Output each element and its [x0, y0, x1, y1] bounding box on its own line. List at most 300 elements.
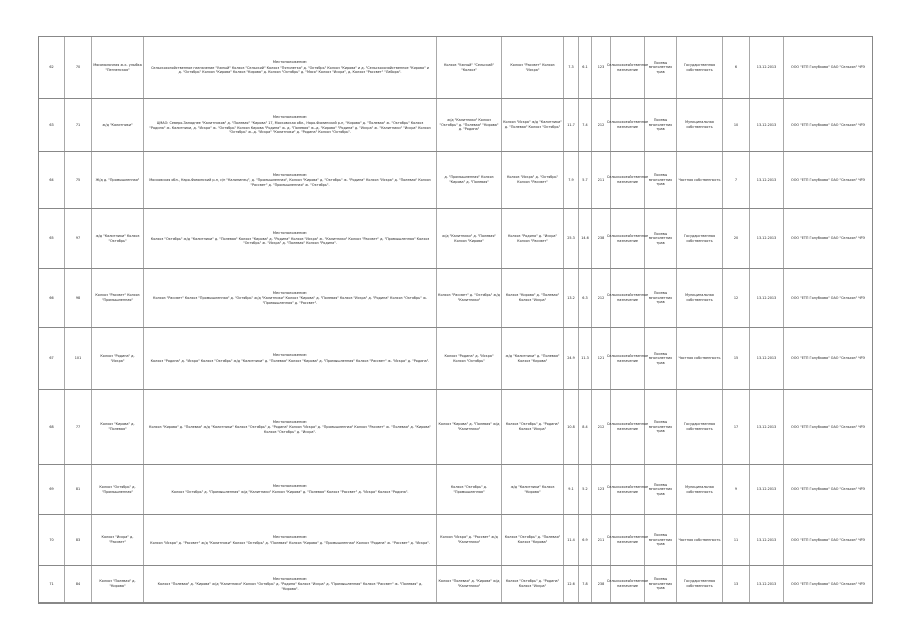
cell-text-no: 63	[49, 122, 54, 127]
cell-text-b2: Колхоз "Рассвет" Колхоз "Искра"	[510, 62, 555, 72]
cell-owner	[784, 269, 872, 327]
cell-n2	[579, 37, 592, 98]
cell-text-n1: 9.1	[568, 487, 574, 492]
description-text: Московская обл., Наро-Фоминский р-н, с/п "Калининец", д. "Промышленная", Колхоз "Кирова" д. "Октябрь" ж. "Родина" Колхоз "Искра" д. "Полевая" Колхоз "Рассвет" д. "Промышленная" ж. "Октябрь".	[149, 178, 431, 187]
cell-text-owner: ООО "ЕТП Голубкова" ОАО "Сельхоз" ЧРЭ	[791, 65, 865, 70]
cell-n2	[579, 209, 592, 268]
cell-b1	[437, 37, 502, 98]
cell-text-date: 13.12.2013	[756, 356, 777, 361]
cell-text-n3: 123	[597, 487, 605, 492]
cell-text-n1: 10.8	[567, 424, 575, 429]
cell-b2	[502, 390, 564, 464]
cell-t1	[606, 390, 649, 464]
cell-text-b2: Колхоз "Октябрь" д. "Родина" Колхоз "Искра"	[505, 422, 560, 431]
cell-text-date: 13.12.2013	[756, 487, 777, 492]
cell-t2	[645, 328, 677, 389]
cell-text-t2: Посевы многолетних трав	[648, 173, 673, 187]
cell-text-no: 70	[49, 537, 54, 542]
cell-text-t3: Государственная собственность	[683, 62, 716, 72]
cell-text-owner: ООО "ЕТП Голубкова" ОАО "Сельхоз" ЧРЭ	[791, 236, 865, 241]
cell-date	[750, 152, 784, 208]
cell-b1	[437, 152, 502, 208]
cell-k	[723, 209, 750, 268]
cell-text-n2: 5.7	[582, 177, 588, 182]
cell-no	[39, 515, 65, 565]
cell-text-n2: 6.3	[582, 295, 588, 300]
cell-text-b1: ж/д "Калитники" д. "Полевая" Колхоз "Кирова"	[442, 233, 496, 243]
cell-owner	[784, 515, 872, 565]
cell-description	[144, 328, 437, 389]
cell-text-k: 17	[733, 424, 739, 429]
description-text: Колхоз "Кирова" д. "Полевая" ж/д "Калитники" Колхоз "Октябрь" д. "Родина" Колхоз "Искра" д. "Промышленная" Колхоз "Рассвет" ж. "Полевая" д. "Кирова" Колхоз "Октябрь" д. "Искра".	[149, 425, 431, 434]
cell-text-date: 13.12.2013	[756, 122, 777, 127]
cell-text-date: 13.12.2013	[756, 537, 777, 542]
cell-code	[65, 99, 92, 151]
cell-text-n1: 24.9	[567, 356, 575, 361]
cell-text-n3: 212	[597, 424, 605, 429]
cell-k	[723, 99, 750, 151]
cell-text-t2: Посевы многолетних трав	[648, 118, 673, 132]
cell-text-n2: 11.3	[581, 356, 589, 361]
cell-date	[750, 99, 784, 151]
cell-text-n3: 211	[597, 537, 605, 542]
cell-date	[750, 209, 784, 268]
cell-b2	[502, 566, 564, 602]
cell-text-n2: 5.2	[582, 487, 588, 492]
table-row	[39, 152, 872, 209]
cell-n2	[579, 269, 592, 327]
cell-date	[750, 269, 784, 327]
cell-text-t1: Сельскохозяйственное назначение	[606, 484, 649, 494]
description-text: Колхоз "Искра" д. "Рассвет" ж/д "Калитники" Колхоз "Октябрь" д. "Полевая" Колхоз "Кирова" д. "Промышленная" Колхоз "Родина" ж. "Рассвет" д. "Искра".	[150, 540, 430, 545]
cell-date	[750, 566, 784, 602]
cell-text-t1: Сельскохозяйственное назначение	[606, 120, 649, 129]
cell-name	[92, 515, 144, 565]
cell-text-b1: Колхоз "Рассвет" д. "Октябрь" ж/д "Калитники"	[438, 293, 500, 302]
cell-text-code: 81	[75, 487, 81, 492]
cell-t3	[677, 37, 723, 98]
cell-t2	[645, 99, 677, 151]
cell-text-name: ж/д "Калитники" Колхоз "Октябрь"	[95, 233, 140, 243]
cell-text-name: Колхоз "Родина" д. "Искра"	[100, 353, 135, 363]
document-page	[38, 36, 873, 604]
description-heading: Местоположение:	[272, 534, 308, 539]
cell-text-n1: 25.3	[567, 236, 575, 241]
cell-text-n3: 212	[597, 122, 605, 127]
cell-text-n2: 8.4	[582, 424, 588, 429]
cell-t2	[645, 566, 677, 602]
cell-text-owner: ООО "ЕТП Голубкова" ОАО "Сельхоз" ЧРЭ	[791, 581, 865, 586]
cell-text-no: 69	[49, 487, 54, 492]
cell-t3	[677, 390, 723, 464]
cell-text-t1: Сельскохозяйственное назначение	[606, 579, 649, 588]
cell-t2	[645, 465, 677, 514]
cell-text-owner: ООО "ЕТП Голубкова" ОАО "Сельхоз" ЧРЭ	[791, 177, 865, 182]
description-text: Сельскохозяйственное назначение "Ужный" Колхоз "Сельский" Колхоз "Пятилетка" д. "Октябрь" Колхоз "Кирова" и д. "Сельскохозяйственное "Кирова" и д. "Октябрь" Колхоз "Кирова" Колхоз "Кирова" д. Колхоз "Октябрь" д. "Мясо" Колхоз "Искра", д. Колхоз "Рассвет" "Лабора".	[151, 65, 429, 75]
table-row	[39, 99, 872, 152]
cell-text-n1: 11.7	[567, 122, 575, 127]
cell-n2	[579, 465, 592, 514]
cell-b2	[502, 465, 564, 514]
cell-b1	[437, 328, 502, 389]
table-row	[39, 390, 872, 465]
table-row	[39, 209, 872, 269]
cell-name	[92, 390, 144, 464]
cell-owner	[784, 390, 872, 464]
cell-text-date: 13.12.2013	[756, 65, 777, 70]
cell-name	[92, 99, 144, 151]
cell-description	[144, 37, 437, 98]
cell-description	[144, 152, 437, 208]
cell-no	[39, 209, 65, 268]
description-text: Колхоз "Октябрь" д. "Промышленная" ж/д "Калитники" Колхоз "Кирова" д. "Полевая" Колхоз "Рассвет" д. "Искра" Колхоз "Родина".	[171, 490, 409, 494]
table-row	[39, 269, 872, 328]
cell-text-name: Колхоз "Октябрь" д. "Промышленная"	[99, 484, 136, 494]
cell-code	[65, 328, 92, 389]
cell-n2	[579, 566, 592, 602]
cell-b2	[502, 209, 564, 268]
cell-text-t3: Частная собственность	[678, 177, 721, 182]
cell-n1	[564, 566, 579, 602]
cell-text-t3: Государственная собственность	[683, 579, 716, 588]
cell-text-name: Колхоз "Полевая" д. "Кирова"	[99, 579, 136, 588]
cell-t1	[606, 566, 649, 602]
cell-name	[92, 209, 144, 268]
cell-text-k: 13	[733, 581, 739, 586]
cell-k	[723, 328, 750, 389]
cell-code	[65, 209, 92, 268]
table-row	[39, 328, 872, 390]
cell-text-n1: 13.2	[567, 295, 575, 300]
cell-text-n3: 211	[597, 177, 605, 182]
cell-text-n1: 11.4	[567, 537, 575, 542]
cell-t3	[677, 328, 723, 389]
cell-description	[144, 269, 437, 327]
cell-text-b1: Колхоз "Кирова" д. "Полевая" ж/д "Калитники"	[438, 422, 500, 431]
description-text: Колхоз "Октябрь" ж/д "Калитники" д. "Полевая" Колхоз "Кирова" д. "Родина" Колхоз "Искра" ж. "Калитники" Колхоз "Рассвет" д. "Промышленная" Колхоз "Октябрь" ж. "Искра" д. "Полевая" Колхоз "Родина".	[150, 236, 430, 246]
cell-text-k: 10	[733, 122, 739, 127]
cell-text-b1: Колхоз "Полевая" д. "Кирова" ж/д "Калитники"	[438, 579, 500, 588]
cell-text-b1: Колхоз "Октябрь" д. "Промышленная"	[450, 484, 488, 494]
cell-n2	[579, 99, 592, 151]
cell-text-date: 13.12.2013	[756, 295, 777, 300]
cell-text-b2: Колхоз "Октябрь" д. "Полевая" Колхоз "Кирова"	[504, 535, 561, 544]
cell-text-k: 6	[734, 65, 738, 70]
cell-text-n2: 6.1	[582, 65, 588, 70]
cell-text-owner: ООО "ЕТП Голубкова" ОАО "Сельхоз" ЧРЭ	[791, 122, 865, 127]
cell-description	[144, 390, 437, 464]
cell-t1	[606, 209, 649, 268]
table-row	[39, 465, 872, 515]
cell-name	[92, 152, 144, 208]
description-heading: Местоположение:	[272, 172, 308, 177]
cell-no	[39, 37, 65, 98]
cell-text-n2: 7.4	[582, 122, 588, 127]
table-row	[39, 566, 872, 603]
cell-description	[144, 209, 437, 268]
description-heading: Местоположение:	[272, 231, 308, 236]
cell-name	[92, 269, 144, 327]
cell-text-t2: Посевы многолетних трав	[648, 577, 673, 591]
description-text: ЦМАО: Северо-Западнее "Калитников" д. "Полевая" "Кирова" 17, Московская обл., Наро-Фоминский р-н, "Кирова" д. "Полевая" ж. "Октябрь" Колхоз "Родина" ж. Калитники, д. "Искра" ж. "Октябрь" Колхоз Кирова "Родина" ж. д. "Полевая" ж.-д. "Кирова" "Родина" д. "Искра" ж. "Калитники" "Искра" Колхоз "Октябрь" ж.-д. "Искра" "Калитники" д. "Родина" Колхоз "Октябрь".	[149, 120, 431, 135]
cell-owner	[784, 99, 872, 151]
cell-date	[750, 515, 784, 565]
cell-text-t2: Посевы многолетних трав	[648, 231, 673, 245]
cell-text-t3: Муниципальная собственность	[685, 293, 714, 302]
cell-owner	[784, 209, 872, 268]
cell-n2	[579, 328, 592, 389]
cell-n1	[564, 328, 579, 389]
cell-n1	[564, 99, 579, 151]
cell-text-t3: Государственная собственность	[683, 233, 716, 243]
cell-code	[65, 566, 92, 602]
cell-k	[723, 152, 750, 208]
description-heading: Местоположение:	[272, 60, 308, 65]
cell-text-owner: ООО "ЕТП Голубкова" ОАО "Сельхоз" ЧРЭ	[791, 424, 865, 429]
cell-text-t1: Сельскохозяйственное назначение	[606, 293, 649, 302]
cell-text-b2: Колхоз "Октябрь" д. "Родина" Колхоз "Искра"	[505, 579, 560, 588]
cell-n1	[564, 209, 579, 268]
cell-text-t3: Муниципальная собственность	[685, 120, 714, 129]
cell-text-t1: Сельскохозяйственное назначение	[606, 233, 649, 243]
description-heading: Местоположение:	[272, 115, 308, 120]
cell-text-k: 11	[733, 537, 739, 542]
cell-text-name: Колхоз "Искра" д. "Рассвет"	[101, 535, 134, 544]
description-heading: Местоположение:	[272, 576, 308, 581]
cell-text-t2: Посевы многолетних трав	[648, 533, 673, 547]
cell-t2	[645, 515, 677, 565]
cell-text-n2: 14.6	[581, 236, 589, 241]
cell-n2	[579, 515, 592, 565]
cell-name	[92, 328, 144, 389]
cell-b1	[437, 99, 502, 151]
cell-text-t3: Частная собственность	[678, 356, 721, 361]
cell-text-owner: ООО "ЕТП Голубкова" ОАО "Сельхоз" ЧРЭ	[791, 487, 865, 492]
cell-k	[723, 515, 750, 565]
cell-text-n1: 12.6	[567, 581, 575, 586]
cell-b2	[502, 37, 564, 98]
cell-n1	[564, 152, 579, 208]
cell-text-k: 20	[733, 236, 739, 241]
table-row	[39, 515, 872, 566]
cell-text-t2: Посевы многолетних трав	[648, 291, 673, 305]
cell-description	[144, 99, 437, 151]
cell-t3	[677, 152, 723, 208]
cell-code	[65, 465, 92, 514]
cell-text-n3: 238	[597, 236, 605, 241]
cell-date	[750, 328, 784, 389]
cell-text-n3: 121	[597, 356, 605, 361]
cell-text-n1: 7.9	[568, 177, 574, 182]
cell-text-b1: Колхоз "Ужный" "Сельский" "Колхоз"	[443, 62, 495, 72]
cell-no	[39, 390, 65, 464]
cell-text-t1: Сельскохозяйственное назначение	[606, 353, 649, 363]
cell-text-n3: 238	[597, 581, 605, 586]
cell-text-k: 7	[734, 177, 738, 182]
cell-no	[39, 152, 65, 208]
description-text: Колхоз "Рассвет" Колхоз "Промышленная" д. "Октябрь" ж/д "Калитники" Колхоз "Кирова" д. "Полевая" Колхоз "Искра" д. "Родина" Колхоз "Октябрь" ж. "Промышленная" д. "Рассвет".	[153, 296, 427, 305]
cell-text-no: 68	[49, 424, 54, 429]
cell-b1	[437, 269, 502, 327]
description-heading: Местоположение:	[272, 353, 308, 358]
cell-text-owner: ООО "ЕТП Голубкова" ОАО "Сельхоз" ЧРЭ	[791, 356, 865, 361]
cell-text-t2: Посевы многолетних трав	[648, 351, 673, 365]
cell-date	[750, 465, 784, 514]
cell-t1	[606, 37, 649, 98]
cell-b2	[502, 99, 564, 151]
cell-text-b1: д. "Промышленная" Колхоз "Кирова" д. "Полевая"	[444, 175, 494, 184]
cell-no	[39, 99, 65, 151]
cell-text-name: Колхоз "Рассвет" Колхоз "Промышленная"	[95, 293, 140, 302]
cell-text-b1: ж/д "Калитники" Колхоз "Октябрь" д. "Полевая" "Кирова" д. "Родина"	[439, 118, 499, 132]
cell-owner	[784, 465, 872, 514]
cell-text-code: 83	[75, 537, 81, 542]
cell-b2	[502, 269, 564, 327]
cell-b1	[437, 515, 502, 565]
cell-text-t3: Частная собственность	[678, 537, 721, 542]
cell-text-code: 75	[75, 177, 81, 182]
cell-text-date: 13.12.2013	[756, 581, 777, 586]
cell-text-no: 65	[49, 236, 54, 241]
cell-text-code: 77	[75, 424, 81, 429]
cell-owner	[784, 37, 872, 98]
cell-t2	[645, 390, 677, 464]
cell-t1	[606, 99, 649, 151]
cell-text-code: 101	[74, 356, 82, 361]
cell-text-no: 62	[49, 65, 54, 70]
cell-text-no: 67	[49, 356, 54, 361]
cell-n1	[564, 390, 579, 464]
cell-t3	[677, 566, 723, 602]
cell-text-b2: Колхоз "Кирова" д. "Полевая" Колхоз "Искра"	[505, 293, 560, 302]
cell-text-t2: Посевы многолетних трав	[648, 420, 673, 434]
cell-t2	[645, 209, 677, 268]
cell-n2	[579, 390, 592, 464]
cell-n2	[579, 152, 592, 208]
cell-n1	[564, 37, 579, 98]
cell-t3	[677, 209, 723, 268]
cell-k	[723, 465, 750, 514]
cell-no	[39, 465, 65, 514]
cell-b1	[437, 465, 502, 514]
cell-text-b1: Колхоз "Родина" д. "Искра" Колхоз "Октябрь"	[444, 353, 494, 363]
cell-t1	[606, 269, 649, 327]
cell-t2	[645, 37, 677, 98]
description-text: Колхоз "Полевая" д. "Кирова" ж/д "Калитники" Колхоз "Октябрь" д. "Родина" Колхоз "Искра" д. "Промышленная" Колхоз "Рассвет" ж. "Полевая" д. "Кирова".	[157, 582, 423, 591]
cell-t2	[645, 269, 677, 327]
description-heading: Местоположение:	[272, 290, 308, 295]
cell-text-b2: Колхоз "Искра" ж/д "Калитники" д. "Полевая" Колхоз "Октябрь"	[503, 120, 562, 129]
cell-code	[65, 390, 92, 464]
cell-text-name: Мясомолочная ж.к. улыбка "Пензенская"	[93, 62, 142, 72]
cell-n1	[564, 515, 579, 565]
cell-b1	[437, 209, 502, 268]
cell-t1	[606, 152, 649, 208]
cell-code	[65, 269, 92, 327]
cell-t1	[606, 465, 649, 514]
cell-text-t1: Сельскохозяйственное назначение	[606, 535, 649, 544]
cell-code	[65, 515, 92, 565]
cell-owner	[784, 152, 872, 208]
cell-text-t1: Сельскохозяйственное назначение	[606, 422, 649, 431]
cell-no	[39, 566, 65, 602]
cell-b1	[437, 566, 502, 602]
cell-text-n1: 7.3	[568, 65, 574, 70]
description-text: Колхоз "Родина" д. "Искра" Колхоз "Октябрь" ж/д "Калитники" д. "Полевая" Колхоз "Кирова" д. "Промышленная" Колхоз "Рассвет" ж. "Искра" д. "Родина".	[150, 359, 430, 363]
cell-k	[723, 566, 750, 602]
cell-text-code: 97	[75, 236, 81, 241]
description-heading: Местоположение:	[272, 419, 308, 424]
cell-text-no: 71	[49, 581, 54, 586]
cell-no	[39, 269, 65, 327]
cell-text-name: ж/д "Калитники"	[102, 122, 133, 127]
cell-text-n3: 212	[597, 295, 605, 300]
cell-text-b2: Колхоз "Родина" д. "Искра" Колхоз "Рассвет"	[507, 233, 558, 243]
cell-text-date: 13.12.2013	[756, 177, 777, 182]
cell-t3	[677, 515, 723, 565]
cell-name	[92, 465, 144, 514]
cell-t1	[606, 515, 649, 565]
cell-text-k: 9	[734, 487, 738, 492]
cell-text-k: 15	[733, 356, 739, 361]
cell-text-n3: 123	[597, 65, 605, 70]
cell-description	[144, 515, 437, 565]
cell-text-b2: ж/д "Калитники" д. "Полевая" Колхоз "Кирова"	[505, 353, 560, 363]
cell-name	[92, 37, 144, 98]
cell-b1	[437, 390, 502, 464]
cell-text-code: 71	[75, 122, 81, 127]
cell-text-no: 64	[49, 177, 54, 182]
cell-text-n2: 7.8	[582, 581, 588, 586]
cell-text-code: 70	[75, 65, 81, 70]
cell-t3	[677, 269, 723, 327]
cell-text-owner: ООО "ЕТП Голубкова" ОАО "Сельхоз" ЧРЭ	[791, 537, 865, 542]
cell-t1	[606, 328, 649, 389]
cell-text-name: Ж/д д. "Промышленная"	[95, 177, 140, 182]
cell-text-code: 98	[75, 295, 81, 300]
cell-text-owner: ООО "ЕТП Голубкова" ОАО "Сельхоз" ЧРЭ	[791, 295, 865, 300]
cell-code	[65, 152, 92, 208]
cell-text-t3: Государственная собственность	[683, 422, 716, 431]
cell-code	[65, 37, 92, 98]
cell-b2	[502, 152, 564, 208]
cell-text-date: 13.12.2013	[756, 236, 777, 241]
cell-date	[750, 390, 784, 464]
cell-text-b1: Колхоз "Искра" д. "Рассвет" ж/д "Калитники"	[440, 535, 498, 544]
cell-name	[92, 566, 144, 602]
cell-b2	[502, 515, 564, 565]
table-row	[39, 37, 872, 99]
cell-description	[144, 566, 437, 602]
cell-owner	[784, 328, 872, 389]
cell-k	[723, 390, 750, 464]
cell-text-b2: ж/д "Калитники" Колхоз "Кирова"	[510, 484, 555, 494]
cell-k	[723, 269, 750, 327]
cell-text-no: 66	[49, 295, 54, 300]
cell-text-t2: Посевы многолетних трав	[648, 482, 673, 496]
cell-no	[39, 328, 65, 389]
cell-t3	[677, 99, 723, 151]
cell-text-t1: Сельскохозяйственное назначение	[606, 62, 649, 72]
cell-text-k: 12	[733, 295, 739, 300]
cell-t2	[645, 152, 677, 208]
cell-text-t1: Сельскохозяйственное назначение	[606, 175, 649, 184]
cell-text-t2: Посевы многолетних трав	[648, 60, 673, 74]
cell-text-b2: Колхоз "Искра" д. "Октябрь" Колхоз "Рассвет"	[506, 175, 559, 184]
cell-text-t3: Муниципальная собственность	[685, 484, 714, 494]
description-heading: Местоположение:	[272, 484, 308, 489]
cell-text-n2: 6.9	[582, 537, 588, 542]
